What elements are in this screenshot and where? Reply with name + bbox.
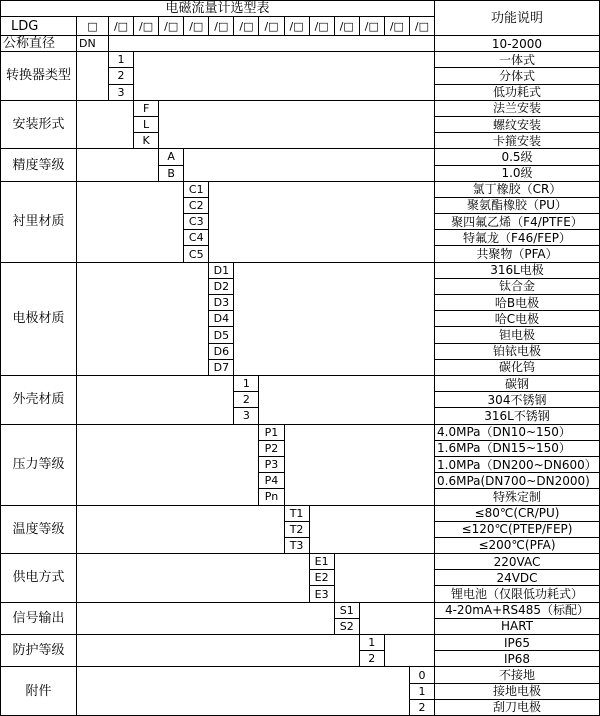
function-cell: 分体式	[434, 67, 599, 83]
function-cell: 哈B电极	[434, 294, 599, 310]
model-slot-cell: /□	[284, 16, 309, 35]
category-label-diameter: 公称直径	[0, 35, 76, 51]
code-cell: 2	[409, 699, 434, 715]
category-label-install-type: 安装形式	[0, 100, 76, 149]
model-slot-cell: /□	[359, 16, 384, 35]
category-label-accuracy: 精度等级	[0, 148, 76, 180]
category-label-housing: 外壳材质	[0, 375, 76, 424]
code-cell: K	[133, 132, 158, 148]
code-cell: 2	[108, 67, 133, 83]
code-cell: C5	[183, 245, 208, 261]
code-cell: D6	[208, 343, 233, 359]
model-slot-cell: /□	[158, 16, 183, 35]
function-cell: 316L电极	[434, 262, 599, 278]
function-cell: IP65	[434, 634, 599, 650]
category-label-signal-output: 信号输出	[0, 602, 76, 634]
code-cell: D7	[208, 359, 233, 375]
code-cell: 1	[233, 375, 258, 391]
code-cell: DN	[76, 35, 108, 51]
code-cell: 2	[359, 650, 384, 666]
function-cell: HART	[434, 618, 599, 634]
code-cell: Pn	[258, 488, 283, 504]
empty-cell	[76, 424, 258, 505]
function-cell: 24VDC	[434, 569, 599, 585]
code-cell: D3	[208, 294, 233, 310]
category-label-temperature: 温度等级	[0, 505, 76, 554]
model-prefix: LDG	[0, 16, 76, 35]
empty-cell	[76, 634, 359, 666]
category-label-pressure: 压力等级	[0, 424, 76, 505]
code-cell: P2	[258, 440, 283, 456]
code-cell: P1	[258, 424, 283, 440]
model-slot-cell: /□	[384, 16, 409, 35]
function-cell: 4-20mA+RS485（标配）	[434, 602, 599, 618]
code-cell: T3	[284, 537, 309, 553]
function-cell: 碳钢	[434, 375, 599, 391]
code-cell: S2	[334, 618, 359, 634]
code-cell: F	[133, 100, 158, 116]
function-cell: 钛合金	[434, 278, 599, 294]
function-cell: 特殊定制	[434, 488, 599, 504]
empty-cell	[76, 51, 108, 100]
function-cell: 特氟龙（F46/FEP）	[434, 229, 599, 245]
function-cell: 低功耗式	[434, 84, 599, 100]
category-label-protection: 防护等级	[0, 634, 76, 666]
category-label-electrode: 电极材质	[0, 262, 76, 375]
function-cell: 碳化钨	[434, 359, 599, 375]
code-cell: D1	[208, 262, 233, 278]
code-cell: C4	[183, 229, 208, 245]
empty-cell	[76, 666, 409, 715]
empty-cell	[133, 51, 434, 100]
function-column-header: 功能说明	[434, 0, 599, 35]
code-cell: 1	[409, 683, 434, 699]
function-cell: 锂电池（仅限低功耗式）	[434, 585, 599, 601]
category-label-lining: 衬里材质	[0, 181, 76, 262]
empty-cell	[258, 375, 434, 424]
code-cell: 3	[233, 407, 258, 423]
function-cell: 接地电极	[434, 683, 599, 699]
category-label-power-supply: 供电方式	[0, 553, 76, 602]
empty-cell	[183, 148, 434, 180]
code-cell: P4	[258, 472, 283, 488]
code-cell: 3	[108, 84, 133, 100]
function-cell: ≤120℃(PTEP/FEP)	[434, 521, 599, 537]
model-slot-cell: /□	[233, 16, 258, 35]
code-cell: C1	[183, 181, 208, 197]
empty-cell	[384, 634, 434, 666]
model-slot-cell: /□	[409, 16, 434, 35]
function-cell: 法兰安装	[434, 100, 599, 116]
code-cell: 0	[409, 666, 434, 682]
model-slot-cell: /□	[133, 16, 158, 35]
function-cell: 304不锈钢	[434, 391, 599, 407]
function-cell: 聚氨酯橡胶（PU）	[434, 197, 599, 213]
model-slot-cell: /□	[334, 16, 359, 35]
empty-cell	[309, 505, 434, 554]
function-cell: 钽电极	[434, 326, 599, 342]
empty-cell	[284, 424, 434, 505]
empty-cell	[76, 262, 208, 375]
empty-cell	[208, 181, 434, 262]
model-slot-cell: /□	[309, 16, 334, 35]
empty-cell	[76, 553, 309, 602]
code-cell: C3	[183, 213, 208, 229]
function-cell: 聚四氟乙烯（F4/PTFE）	[434, 213, 599, 229]
function-cell: 氯丁橡胶（CR）	[434, 181, 599, 197]
model-box-cell: □	[76, 16, 108, 35]
function-cell: 0.6MPa(DN700~DN2000)	[434, 472, 599, 488]
code-cell: E1	[309, 553, 334, 569]
code-cell: P3	[258, 456, 283, 472]
code-cell: A	[158, 148, 183, 164]
function-cell: 316L不锈钢	[434, 407, 599, 423]
empty-cell	[76, 505, 284, 554]
function-cell: 220VAC	[434, 553, 599, 569]
function-cell: 1.0MPa（DN200~DN600）	[434, 456, 599, 472]
empty-cell	[76, 602, 334, 634]
function-cell: 铂铱电极	[434, 343, 599, 359]
function-cell: 1.6MPa（DN15~150）	[434, 440, 599, 456]
function-cell: IP68	[434, 650, 599, 666]
category-label-accessory: 附件	[0, 666, 76, 715]
code-cell: T2	[284, 521, 309, 537]
code-cell: 2	[233, 391, 258, 407]
code-cell: S1	[334, 602, 359, 618]
empty-cell	[359, 602, 434, 634]
function-cell: 螺纹安装	[434, 116, 599, 132]
empty-cell	[158, 100, 434, 149]
code-cell: B	[158, 165, 183, 181]
function-cell: 不接地	[434, 666, 599, 682]
function-cell: 1.0级	[434, 165, 599, 181]
code-cell: E2	[309, 569, 334, 585]
code-cell: E3	[309, 585, 334, 601]
code-cell: L	[133, 116, 158, 132]
function-cell: 10-2000	[434, 35, 599, 51]
code-cell: D2	[208, 278, 233, 294]
empty-cell	[76, 148, 158, 180]
model-slot-cell: /□	[258, 16, 283, 35]
empty-cell	[334, 553, 434, 602]
code-cell: T1	[284, 505, 309, 521]
empty-cell	[76, 375, 233, 424]
model-slot-cell: /□	[108, 16, 133, 35]
empty-cell	[108, 35, 434, 51]
function-cell: 卡箍安装	[434, 132, 599, 148]
model-slot-cell: /□	[183, 16, 208, 35]
model-slot-cell: /□	[208, 16, 233, 35]
category-label-converter-type: 转换器类型	[0, 51, 76, 100]
code-cell: C2	[183, 197, 208, 213]
function-cell: ≤80℃(CR/PU)	[434, 505, 599, 521]
function-cell: 一体式	[434, 51, 599, 67]
empty-cell	[76, 181, 183, 262]
code-cell: D5	[208, 326, 233, 342]
function-cell: 共聚物（PFA）	[434, 245, 599, 261]
function-cell: 哈C电极	[434, 310, 599, 326]
empty-cell	[233, 262, 434, 375]
empty-cell	[76, 100, 133, 149]
table-title: 电磁流量计选型表	[0, 0, 434, 16]
function-cell: 刮刀电极	[434, 699, 599, 715]
function-cell: ≤200℃(PFA)	[434, 537, 599, 553]
function-cell: 4.0MPa（DN10~150）	[434, 424, 599, 440]
function-cell: 0.5级	[434, 148, 599, 164]
code-cell: D4	[208, 310, 233, 326]
code-cell: 1	[359, 634, 384, 650]
code-cell: 1	[108, 51, 133, 67]
